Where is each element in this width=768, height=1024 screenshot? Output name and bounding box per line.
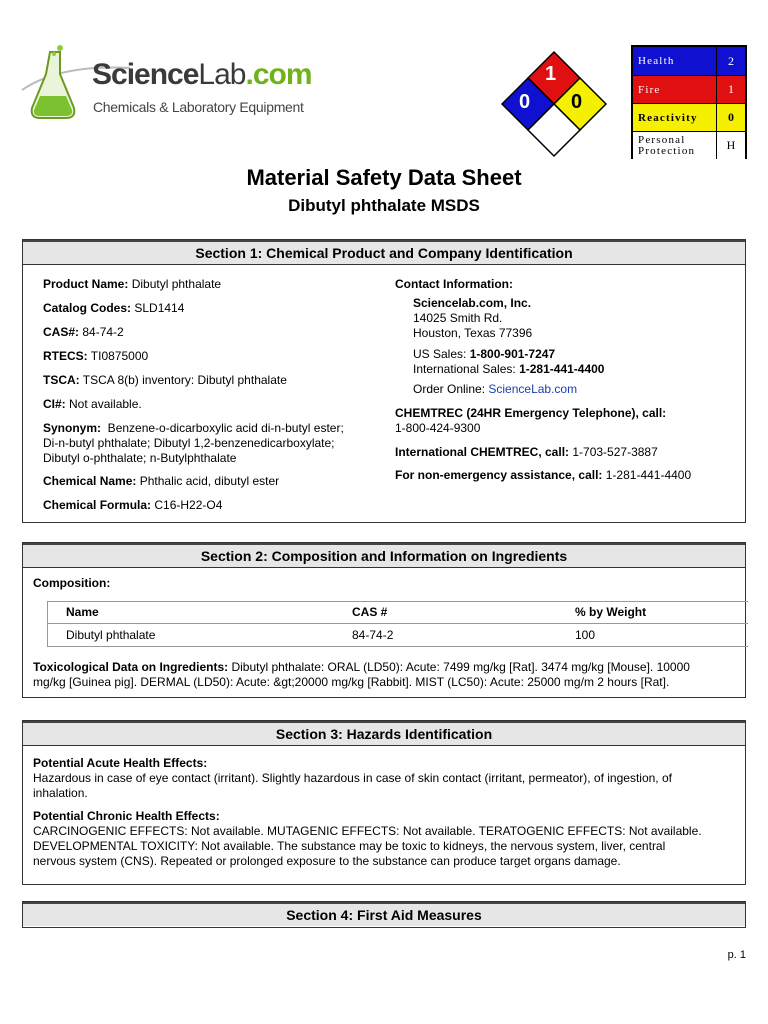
chronic-effects-label: Potential Chronic Health Effects: — [33, 809, 220, 823]
tox-data — [33, 660, 690, 675]
column-header-weight: % by Weight — [575, 605, 647, 619]
non-emergency — [395, 468, 691, 483]
label: Chemical Formula: — [43, 498, 152, 512]
value: 1-703-527-3887 — [569, 445, 658, 459]
logo-science: Science — [92, 58, 199, 91]
tox-data-line-2: mg/kg [Guinea pig]. DERMAL (LD50): Acute: &gt;20000 mg/kg [Rabbit]. MIST (LC50): Acute: 25000 mg/m 2 hours [Rat]. — [33, 675, 670, 689]
international-sales — [413, 362, 604, 377]
address-line-2: Houston, Texas 77396 — [413, 326, 533, 340]
label: For non-emergency assistance, call: — [395, 468, 603, 482]
us-sales — [413, 347, 555, 362]
chronic-effects-line-2: DEVELOPMENTAL TOXICITY: Not available. The substance may be toxic to kidneys, the nervous system, liver, central — [33, 839, 666, 853]
value: Dibutyl phthalate — [128, 277, 222, 291]
section-1-heading: Section 1: Chemical Product and Company Identification — [23, 240, 745, 265]
label: CI#: — [43, 397, 66, 411]
label: Toxicological Data on Ingredients: — [33, 660, 229, 674]
value: Not available. — [65, 397, 142, 411]
table-cell-name: Dibutyl phthalate — [66, 628, 156, 642]
section-1 — [22, 239, 746, 523]
synonym-line-2: Di-n-butyl phthalate; Dibutyl 1,2-benzenedicarboxylate; — [43, 436, 335, 450]
label: US Sales: — [413, 347, 470, 361]
hmis-protection-value: H — [716, 132, 745, 159]
nfpa-diamond — [498, 50, 610, 160]
hmis-label — [631, 45, 747, 159]
hmis-reactivity-row — [633, 104, 745, 132]
chemical-formula — [43, 498, 222, 513]
hmis-protection-label1: Personal — [638, 133, 686, 146]
column-header-name: Name — [66, 605, 99, 619]
value: Dibutyl phthalate: ORAL (LD50): Acute: 7499 mg/kg [Rat]. 3474 mg/kg [Mouse]. 10000 — [228, 660, 690, 674]
chemical-name — [43, 474, 279, 489]
logo-tagline: Chemicals & Laboratory Equipment — [93, 99, 304, 115]
order-online — [413, 382, 577, 397]
label: International CHEMTREC, call: — [395, 445, 570, 459]
hmis-fire-value: 1 — [716, 76, 745, 103]
product-name — [43, 277, 221, 292]
value: 1-281-441-4400 — [519, 362, 605, 376]
acute-effects-line-1: Hazardous in case of eye contact (irritant). Slightly hazardous in case of skin contact (irritant, permeator), of ingestion, of — [33, 771, 672, 785]
chemtrec-number: 1-800-424-9300 — [395, 421, 481, 435]
value: TSCA 8(b) inventory: Dibutyl phthalate — [79, 373, 287, 387]
nfpa-health-value: 0 — [519, 91, 531, 113]
rtecs — [43, 349, 148, 364]
label: Catalog Codes: — [43, 301, 132, 315]
value: C16-H22-O4 — [151, 498, 223, 512]
value: 1-281-441-4400 — [602, 468, 692, 482]
hmis-reactivity-label: Reactivity — [638, 111, 698, 124]
value: SLD1414 — [131, 301, 185, 315]
section-3 — [22, 720, 746, 885]
table-cell-weight: 100 — [575, 628, 596, 642]
hmis-health-row — [633, 47, 745, 76]
acute-effects-line-2: inhalation. — [33, 786, 88, 800]
table-cell-cas: 84-74-2 — [352, 628, 394, 642]
hmis-protection-row — [633, 132, 745, 159]
page-number: p. 1 — [727, 949, 746, 961]
composition-label: Composition: — [33, 576, 111, 590]
address-line-1: 14025 Smith Rd. — [413, 311, 503, 325]
label: Synonym: — [43, 421, 102, 435]
value: 1-800-901-7247 — [469, 347, 556, 361]
chemtrec-label: CHEMTREC (24HR Emergency Telephone), call: — [395, 406, 667, 420]
intl-chemtrec — [395, 445, 658, 460]
sciencelab-link[interactable]: ScienceLab.com — [488, 382, 578, 396]
label: Product Name: — [43, 277, 129, 291]
catalog-codes — [43, 301, 184, 316]
section-2 — [22, 542, 746, 698]
logo-lab: Lab — [198, 58, 246, 91]
contact-label: Contact Information: — [395, 277, 513, 291]
section-3-heading: Section 3: Hazards Identification — [23, 721, 745, 746]
label: Chemical Name: — [43, 474, 137, 488]
hmis-fire-label: Fire — [638, 83, 661, 96]
synonym-line-3: Dibutyl o-phthalate; n-Butylphthalate — [43, 451, 237, 465]
nfpa-fire-value: 1 — [545, 63, 557, 85]
document-subtitle: Dibutyl phthalate MSDS — [288, 196, 480, 215]
cas-number — [43, 325, 124, 340]
label: TSCA: — [43, 373, 80, 387]
company-name: Sciencelab.com, Inc. — [413, 296, 532, 310]
value: Benzene-o-dicarboxylic acid di-n-butyl ester; — [101, 421, 344, 435]
label: Order Online: — [413, 382, 489, 396]
synonym — [43, 421, 344, 436]
tsca — [43, 373, 287, 388]
hmis-fire-row — [633, 76, 745, 104]
hmis-protection-label2: Protection — [638, 144, 696, 157]
value: 84-74-2 — [79, 325, 124, 339]
logo-dotcom: .com — [245, 58, 312, 91]
sciencelab-logo — [20, 44, 320, 122]
hmis-health-label: Health — [638, 55, 675, 67]
acute-effects-label: Potential Acute Health Effects: — [33, 756, 208, 770]
chronic-effects-line-1: CARCINOGENIC EFFECTS: Not available. MUTAGENIC EFFECTS: Not available. TERATOGENIC EFFECTS: Not available. — [33, 824, 702, 838]
hmis-reactivity-value: 0 — [716, 104, 745, 131]
nfpa-reactivity-value: 0 — [571, 91, 583, 113]
section-4-heading: Section 4: First Aid Measures — [23, 902, 745, 926]
label: RTECS: — [43, 349, 88, 363]
section-2-heading: Section 2: Composition and Information on Ingredients — [23, 543, 745, 568]
label: International Sales: — [413, 362, 520, 376]
document-title: Material Safety Data Sheet — [246, 165, 522, 190]
value: TI0875000 — [87, 349, 149, 363]
label: CAS#: — [43, 325, 80, 339]
hmis-health-value: 2 — [716, 47, 745, 75]
ci-number — [43, 397, 142, 412]
section-4 — [22, 901, 746, 928]
value: Phthalic acid, dibutyl ester — [136, 474, 280, 488]
column-header-cas: CAS # — [352, 605, 388, 619]
chronic-effects-line-3: nervous system (CNS). Repeated or prolonged exposure to the substance can produce target organs damage. — [33, 854, 621, 868]
composition-table — [47, 601, 748, 647]
